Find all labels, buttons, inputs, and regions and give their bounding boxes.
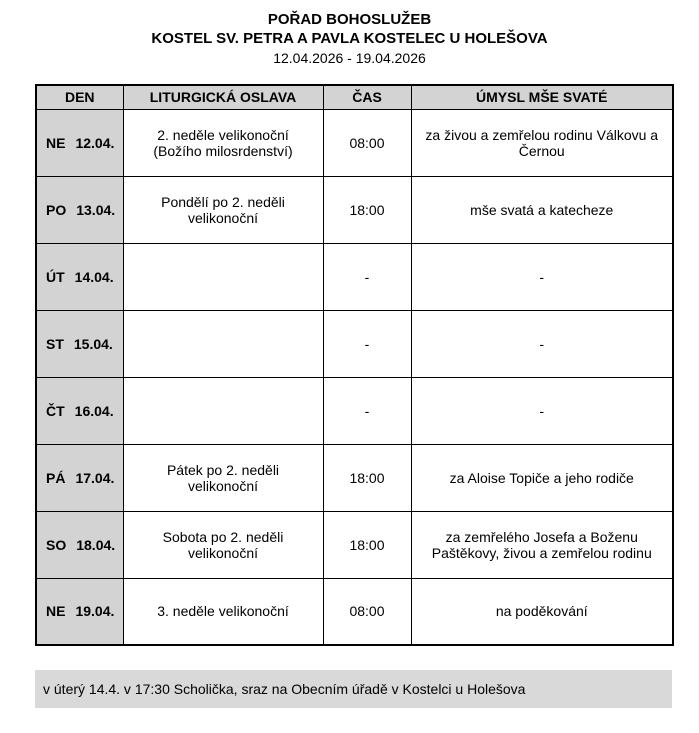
day-date: 17.04. [75, 469, 115, 486]
day-cell [36, 578, 123, 645]
table-row [36, 243, 673, 310]
day-date: 16.04. [74, 402, 114, 419]
time-cell: 18:00 [323, 444, 411, 511]
document-header [0, 10, 699, 68]
day-abbr: SO [46, 536, 67, 553]
time-cell: - [323, 243, 411, 310]
page-title: POŘAD BOHOSLUŽEB [267, 11, 432, 28]
intention-cell: za Aloise Topiče a jeho rodiče [411, 444, 673, 511]
table-row [36, 578, 673, 645]
intention-cell: - [411, 243, 673, 310]
day-cell [36, 444, 123, 511]
intention-cell: - [411, 377, 673, 444]
table-row [36, 176, 673, 243]
day-date: 19.04. [75, 603, 115, 620]
day-abbr: PÁ [46, 469, 66, 486]
footer-note: v úterý 14.4. v 17:30 Scholička, sraz na Obecním úřadě v Kostelci u Holešova [35, 670, 672, 708]
time-cell: - [323, 377, 411, 444]
day-cell [36, 511, 123, 578]
day-cell [36, 176, 123, 243]
intention-cell: na poděkování [411, 578, 673, 645]
day-date: 15.04. [73, 335, 113, 352]
intention-cell: - [411, 310, 673, 377]
day-cell [36, 310, 123, 377]
table-row [36, 109, 673, 176]
time-cell: 18:00 [323, 511, 411, 578]
celebration-cell: 3. neděle velikonoční [123, 578, 323, 645]
celebration-cell [123, 377, 323, 444]
day-date: 14.04. [74, 268, 114, 285]
day-abbr: ST [46, 335, 64, 352]
table-row [36, 310, 673, 377]
celebration-cell: 2. neděle velikonoční (Božího milosrdenství) [123, 109, 323, 176]
day-date: 18.04. [76, 536, 116, 553]
time-cell: 18:00 [323, 176, 411, 243]
table-row [36, 511, 673, 578]
intention-cell: za živou a zemřelou rodinu Válkovu a Černou [411, 109, 673, 176]
day-cell [36, 109, 123, 176]
table-row [36, 377, 673, 444]
celebration-cell: Pondělí po 2. neděli velikonoční [123, 176, 323, 243]
day-cell [36, 243, 123, 310]
table-body [36, 109, 673, 645]
day-abbr: ČT [46, 402, 65, 419]
day-abbr: PO [46, 201, 67, 218]
column-header-umysl-mse-svate: ÚMYSL MŠE SVATÉ [411, 85, 673, 109]
schedule-table [35, 84, 674, 646]
header-row [36, 85, 673, 109]
intention-cell: za zemřelého Josefa a Boženu Paštěkovy, živou a zemřelou rodinu [411, 511, 673, 578]
column-header-den: DEN [36, 85, 123, 109]
celebration-cell: Pátek po 2. neděli velikonoční [123, 444, 323, 511]
date-range: 12.04.2026 - 19.04.2026 [273, 50, 426, 66]
table-row [36, 444, 673, 511]
table-header [36, 85, 673, 109]
time-cell: 08:00 [323, 109, 411, 176]
celebration-cell [123, 243, 323, 310]
time-cell: - [323, 310, 411, 377]
day-date: 13.04. [76, 201, 116, 218]
column-header-cas: ČAS [323, 85, 411, 109]
time-cell: 08:00 [323, 578, 411, 645]
column-header-liturgicka-oslava: LITURGICKÁ OSLAVA [123, 85, 323, 109]
day-abbr: NE [46, 134, 66, 151]
day-abbr: NE [46, 603, 66, 620]
day-cell [36, 377, 123, 444]
day-abbr: ÚT [46, 268, 65, 285]
celebration-cell: Sobota po 2. neděli velikonoční [123, 511, 323, 578]
celebration-cell [123, 310, 323, 377]
day-date: 12.04. [75, 134, 115, 151]
church-name: KOSTEL SV. PETRA A PAVLA KOSTELEC U HOLEŠOVA [151, 30, 548, 47]
intention-cell: mše svatá a katecheze [411, 176, 673, 243]
